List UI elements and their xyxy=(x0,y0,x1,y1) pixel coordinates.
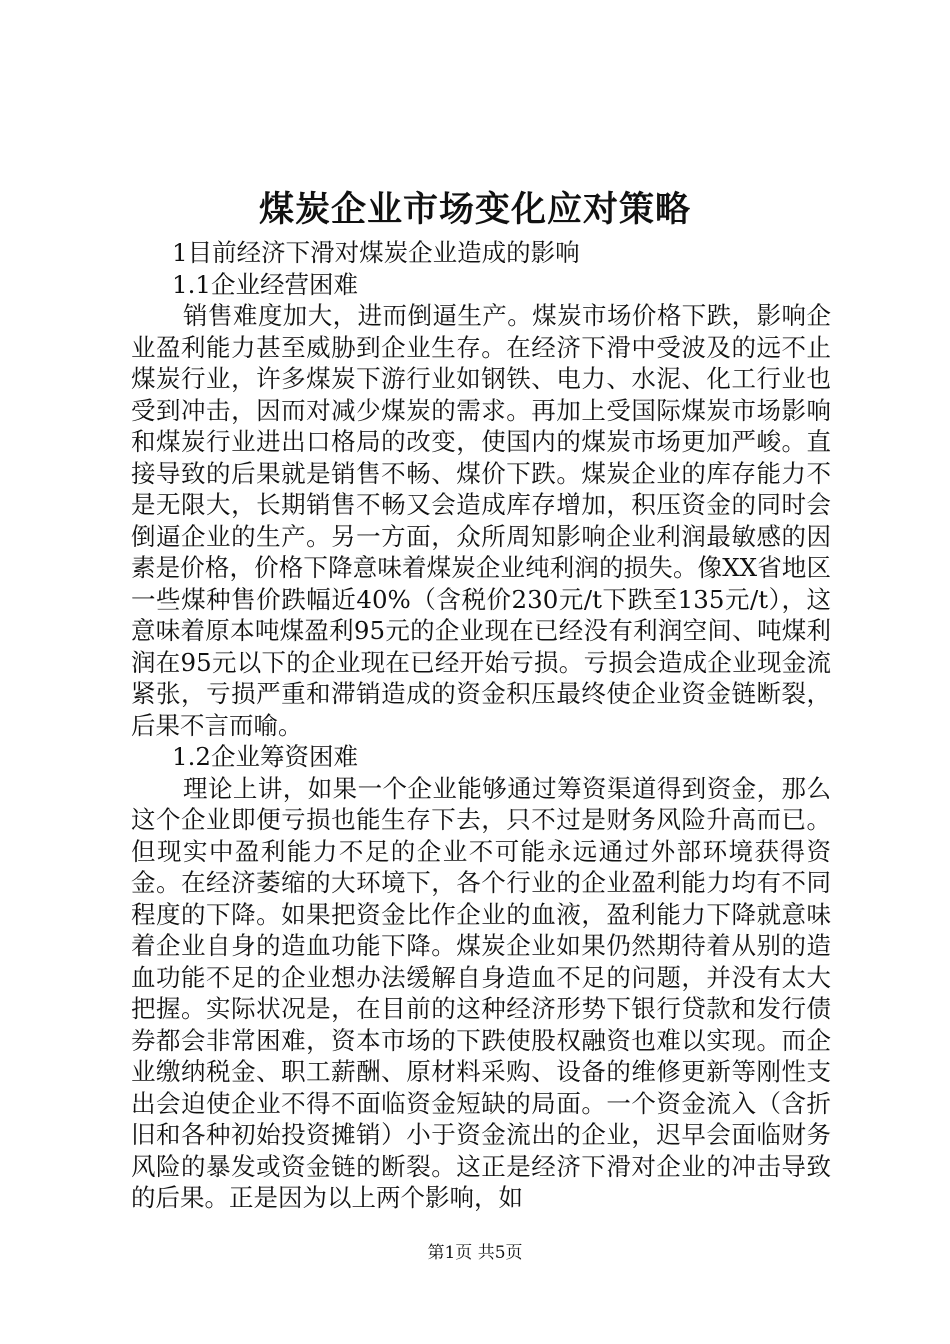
document-body xyxy=(131,237,831,1214)
section-heading-1-2: 1.2企业筹资困难 xyxy=(172,742,358,771)
page-footer: 第1页 共5页 xyxy=(427,1243,523,1263)
section-heading-1: 1目前经济下滑对煤炭企业造成的影响 xyxy=(172,238,580,267)
document-title: 煤炭企业市场变化应对策略 xyxy=(258,189,691,230)
paragraph-business-difficulty: 销售难度加大，进而倒逼生产。煤炭市场价格下跌，影响企业盈利能力甚至威胁到企业生存。在经济下滑中受波及的远不止煤炭行业，许多煤炭下游行业如钢铁、电力、水泥、化工行业也受到冲击，因而对减少煤炭的需求。再加上受国际煤炭市场影响和煤炭行业进出口格局的改变，使国内的煤炭市场更加严峻。直接导致的后果就是销售不畅、煤价下跌。煤炭企业的库存能力不是无限大，长期销售不畅又会造成库存增加，积压资金的同时会倒逼企业的生产。另一方面，众所周知影响企业利润最敏感的因素是价格，价格下降意味着煤炭企业纯利润的损失。像XX省地区一些煤种售价跌幅近40%（含税价230元/t下跌至135元/t），这意味着原本吨煤盈利95元的企业现在已经没有利润空间、吨煤利润在95元以下的企业现在已经开始亏损。亏损会造成企业现金流紧张，亏损严重和滞销造成的资金积压最终使企业资金链断裂，后果不言而喻。 xyxy=(131,301,831,740)
section-heading-1-1: 1.1企业经营困难 xyxy=(172,269,358,299)
paragraph-financing-difficulty: 理论上讲，如果一个企业能够通过筹资渠道得到资金，那么这个企业即便亏损也能生存下去，只不过是财务风险升高而已。但现实中盈利能力不足的企业不可能永远通过外部环境获得资金。在经济萎缩的大环境下，各个行业的企业盈利能力均有不同程度的下降。如果把资金比作企业的血液，盈利能力下降就意味着企业自身的造血功能下降。煤炭企业如果仍然期待着从别的造血功能不足的企业想办法缓解自身造血不足的问题，并没有太大把握。实际状况是，在目前的这种经济形势下银行贷款和发行债券都会非常困难，资本市场的下跌使股权融资也难以实现。而企业缴纳税金、职工薪酬、原材料采购、设备的维修更新等刚性支出会迫使企业不得不面临资金短缺的局面。一个资金流入（含折旧和各种初始投资摊销）小于资金流出的企业，迟早会面临财务风险的暴发或资金链的断裂。这正是经济下滑对企业的冲击导致的后果。正是因为以上两个影响，如 xyxy=(131,773,831,1212)
